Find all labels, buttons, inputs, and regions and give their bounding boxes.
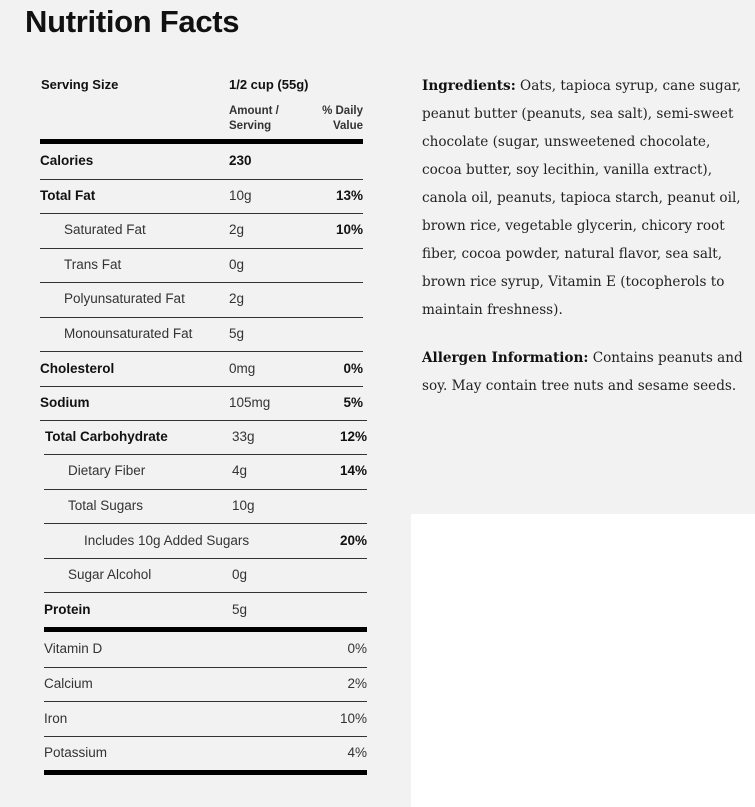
vitamin-dv: 4% [347,745,367,760]
nutrient-label: Protein [44,602,91,617]
nutrient-amount: 33g [232,429,255,444]
serving-size-value: 1/2 cup (55g) [229,77,309,92]
allergen-paragraph [422,344,744,400]
vitamin-label: Vitamin D [44,641,103,656]
vitamin-row [44,632,367,666]
nutrient-row [44,558,367,592]
nutrient-row [40,179,363,213]
nutrient-label: Includes 10g Added Sugars [84,533,250,548]
allergen-heading: Allergen Information: [422,350,589,366]
nutrient-row [44,454,367,488]
nutrient-amount: 230 [229,153,252,168]
ingredients-text: Oats, tapioca syrup, cane sugar, peanut butter (peanuts, sea salt), semi-sweet chocolate (sugar, unsweetened chocolate, cocoa butter, soy lecithin, vanilla extract), canola oil, peanuts, tapioca starch, peanut oil, brown rice, vegetable glycerin, chicory root fiber, cocoa powder, natural flavor, sea salt, brown rice syrup, Vitamin E (tocopherols to maintain freshness). [422,78,742,318]
vitamin-label: Calcium [44,676,93,691]
nutrient-dv: 20% [339,533,367,548]
nutrient-dv: 13% [335,188,363,203]
nutrient-row [44,489,367,523]
bottom-rule [44,770,367,775]
nutrient-amount: 2g [229,222,245,237]
nutrient-amount: 10g [232,498,255,513]
nutrient-row [40,248,363,282]
amount-per-serving-header: Amount / Serving [229,105,279,132]
nutrient-label: Saturated Fat [64,222,146,237]
vitamin-dv: 0% [347,641,367,656]
nutrient-label: Sugar Alcohol [68,567,152,582]
nutrient-dv: 5% [343,395,363,410]
nutrient-label: Calories [40,153,94,168]
product-details [422,72,744,420]
nutrient-amount: 5g [229,326,245,341]
nutrient-label: Total Fat [40,188,96,203]
nutrient-label: Sodium [40,395,90,410]
nutrient-amount: 0g [232,567,248,582]
ingredients-heading: Ingredients: [422,78,516,94]
nutrient-row [40,282,363,316]
allergen-text: Contains peanuts and soy. May contain tree nuts and sesame seeds. [422,350,743,394]
vitamin-row [44,736,367,770]
nutrient-row [40,317,363,351]
nutrient-amount: 5g [232,602,248,617]
vitamin-dv: 10% [339,711,367,726]
nutrient-dv: 10% [335,222,363,237]
serving-size-label: Serving Size [41,77,119,92]
page-title: Nutrition Facts [25,4,240,39]
nutrient-label: Cholesterol [40,361,115,376]
nutrient-label: Dietary Fiber [68,463,146,478]
vitamin-row [44,702,367,736]
nutrient-row [40,144,363,178]
ingredients-paragraph [422,72,744,324]
nutrient-amount: 105mg [229,395,271,410]
nutrient-row [40,352,363,386]
nutrient-dv: 14% [339,463,367,478]
nutrient-dv: 0% [343,361,363,376]
nutrient-label: Polyunsaturated Fat [64,291,185,306]
daily-value-header: % Daily Value [322,105,363,132]
nutrient-amount: 0g [229,257,245,272]
nutrient-amount: 0mg [229,361,256,376]
nutrient-row [44,420,367,454]
nutrient-row [44,524,367,558]
nutrient-amount: 10g [229,188,252,203]
nutrient-amount: 2g [229,291,245,306]
nutrient-row [44,593,367,627]
nutrient-amount: 4g [232,463,248,478]
vitamin-dv: 2% [347,676,367,691]
nutrient-label: Trans Fat [64,257,122,272]
nutrient-row [40,386,363,420]
nutrient-label: Monounsaturated Fat [64,326,193,341]
nutrient-dv: 12% [339,429,367,444]
nutrient-label: Total Carbohydrate [45,429,168,444]
vitamin-row [44,667,367,701]
nutrient-label: Total Sugars [68,498,144,513]
vitamin-label: Potassium [44,745,108,760]
vitamin-label: Iron [44,711,68,726]
nutrient-row [40,213,363,247]
